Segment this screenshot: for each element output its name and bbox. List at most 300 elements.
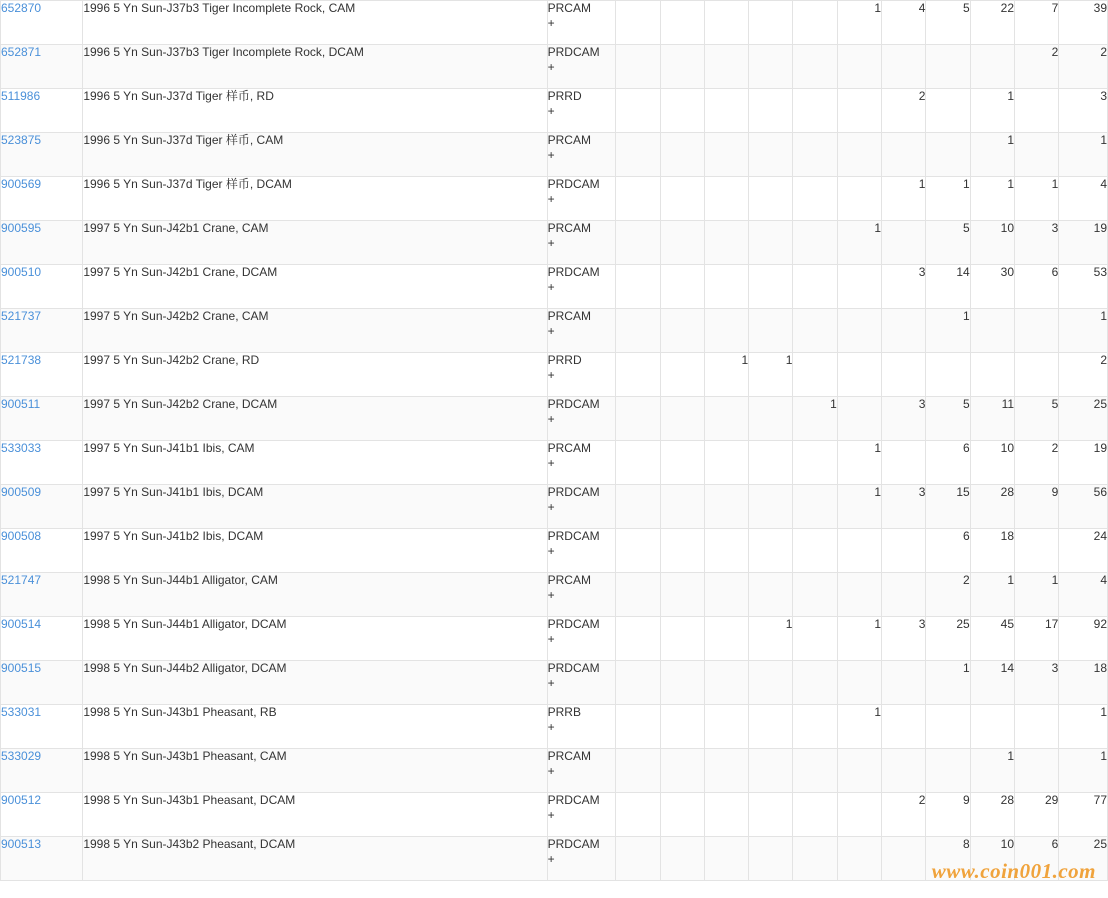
row-total: 1 xyxy=(1059,133,1108,177)
row-count-c1 xyxy=(616,837,660,881)
row-count-c10: 7 xyxy=(1015,1,1059,45)
row-count-c1 xyxy=(616,177,660,221)
row-count-c5 xyxy=(793,837,837,881)
coin-id-link[interactable]: 900512 xyxy=(1,793,42,807)
row-total: 77 xyxy=(1059,793,1108,837)
table-row xyxy=(1,837,1108,881)
row-count-c10: 2 xyxy=(1015,441,1059,485)
grade-label: PRDCAM xyxy=(547,529,600,543)
coin-description: 1998 5 Yn Sun-J44b2 Alligator, DCAM xyxy=(83,661,287,675)
row-count-c9: 45 xyxy=(970,617,1014,661)
row-count-c4 xyxy=(749,529,793,573)
row-count-c6: 1 xyxy=(837,617,881,661)
grade-plus: + xyxy=(547,280,555,294)
row-count-c7 xyxy=(882,705,926,749)
row-count-c6 xyxy=(837,793,881,837)
table-row xyxy=(1,133,1108,177)
coin-id-link[interactable]: 900595 xyxy=(1,221,42,235)
row-count-c3 xyxy=(704,45,748,89)
row-description-cell xyxy=(83,837,547,881)
grade-label: PRCAM xyxy=(547,573,591,587)
row-count-c4 xyxy=(749,177,793,221)
row-total: 53 xyxy=(1059,265,1108,309)
row-description-cell xyxy=(83,221,547,265)
row-count-c4 xyxy=(749,133,793,177)
row-count-c3 xyxy=(704,485,748,529)
row-count-c3 xyxy=(704,89,748,133)
grade-plus: + xyxy=(547,764,555,778)
row-count-c10: 17 xyxy=(1015,617,1059,661)
row-count-c8 xyxy=(926,353,970,397)
row-count-c7 xyxy=(882,353,926,397)
row-count-c6 xyxy=(837,45,881,89)
row-count-c3 xyxy=(704,749,748,793)
row-id-cell[interactable] xyxy=(1,89,83,133)
table-row xyxy=(1,177,1108,221)
coin-description: 1998 5 Yn Sun-J43b1 Pheasant, CAM xyxy=(83,749,287,763)
row-grade-cell xyxy=(547,837,616,881)
row-count-c5 xyxy=(793,309,837,353)
row-count-c3 xyxy=(704,1,748,45)
coin-description: 1997 5 Yn Sun-J41b1 Ibis, CAM xyxy=(83,441,255,455)
row-count-c3 xyxy=(704,705,748,749)
row-count-c9: 1 xyxy=(970,133,1014,177)
row-grade-cell xyxy=(547,45,616,89)
row-count-c2 xyxy=(660,661,704,705)
row-count-c4 xyxy=(749,309,793,353)
row-count-c2 xyxy=(660,573,704,617)
row-count-c4 xyxy=(749,397,793,441)
coin-id-link[interactable]: 533031 xyxy=(1,705,42,719)
row-id-cell[interactable] xyxy=(1,45,83,89)
coin-id-link[interactable]: 652870 xyxy=(1,1,42,15)
table-body xyxy=(1,1,1108,881)
grade-label: PRDCAM xyxy=(547,837,600,851)
row-count-c6 xyxy=(837,749,881,793)
row-grade-cell xyxy=(547,529,616,573)
row-count-c2 xyxy=(660,133,704,177)
coin-id-link[interactable]: 900515 xyxy=(1,661,42,675)
coin-id-link[interactable]: 900509 xyxy=(1,485,42,499)
row-count-c6: 1 xyxy=(837,705,881,749)
row-grade-cell xyxy=(547,221,616,265)
row-id-cell[interactable] xyxy=(1,397,83,441)
row-count-c5 xyxy=(793,133,837,177)
row-count-c5 xyxy=(793,529,837,573)
row-id-cell[interactable] xyxy=(1,353,83,397)
row-count-c2 xyxy=(660,485,704,529)
row-count-c10 xyxy=(1015,705,1059,749)
row-count-c3 xyxy=(704,309,748,353)
row-count-c2 xyxy=(660,441,704,485)
coin-id-link[interactable]: 521737 xyxy=(1,309,42,323)
row-count-c6 xyxy=(837,133,881,177)
row-id-cell[interactable] xyxy=(1,529,83,573)
row-count-c8: 15 xyxy=(926,485,970,529)
row-count-c10: 3 xyxy=(1015,221,1059,265)
row-count-c4: 1 xyxy=(749,353,793,397)
row-count-c10 xyxy=(1015,309,1059,353)
row-count-c2 xyxy=(660,309,704,353)
row-count-c9: 10 xyxy=(970,221,1014,265)
row-description-cell xyxy=(83,529,547,573)
row-count-c6: 1 xyxy=(837,1,881,45)
row-count-c5 xyxy=(793,353,837,397)
row-count-c3 xyxy=(704,573,748,617)
grade-label: PRRD xyxy=(547,353,582,367)
coin-id-link[interactable]: 900569 xyxy=(1,177,42,191)
row-count-c6 xyxy=(837,661,881,705)
grade-label: PRCAM xyxy=(547,221,591,235)
row-count-c10 xyxy=(1015,89,1059,133)
row-total: 56 xyxy=(1059,485,1108,529)
row-total: 1 xyxy=(1059,309,1108,353)
row-count-c8: 5 xyxy=(926,221,970,265)
row-grade-cell xyxy=(547,793,616,837)
row-total: 19 xyxy=(1059,221,1108,265)
coin-id-link[interactable]: 900508 xyxy=(1,529,42,543)
row-count-c8: 5 xyxy=(926,397,970,441)
row-count-c4 xyxy=(749,573,793,617)
row-count-c2 xyxy=(660,397,704,441)
grade-label: PRDCAM xyxy=(547,617,600,631)
row-id-cell[interactable] xyxy=(1,485,83,529)
row-count-c2 xyxy=(660,45,704,89)
row-description-cell xyxy=(83,661,547,705)
coin-description: 1998 5 Yn Sun-J44b1 Alligator, CAM xyxy=(83,573,278,587)
row-count-c7: 2 xyxy=(882,793,926,837)
row-count-c2 xyxy=(660,353,704,397)
row-count-c8: 14 xyxy=(926,265,970,309)
row-count-c9: 1 xyxy=(970,177,1014,221)
coin-id-link[interactable]: 900511 xyxy=(1,397,41,411)
row-total: 4 xyxy=(1059,573,1108,617)
row-total: 39 xyxy=(1059,1,1108,45)
row-count-c4 xyxy=(749,749,793,793)
row-count-c5 xyxy=(793,45,837,89)
row-count-c10: 3 xyxy=(1015,661,1059,705)
row-count-c9: 28 xyxy=(970,793,1014,837)
row-count-c7: 3 xyxy=(882,485,926,529)
grade-label: PRDCAM xyxy=(547,265,600,279)
row-count-c7: 4 xyxy=(882,1,926,45)
row-count-c9: 1 xyxy=(970,749,1014,793)
row-count-c4 xyxy=(749,265,793,309)
coin-description: 1997 5 Yn Sun-J42b1 Crane, DCAM xyxy=(83,265,278,279)
grade-plus: + xyxy=(547,324,555,338)
row-count-c4 xyxy=(749,485,793,529)
row-id-cell[interactable] xyxy=(1,837,83,881)
row-count-c1 xyxy=(616,661,660,705)
row-id-cell[interactable] xyxy=(1,1,83,45)
grade-plus: + xyxy=(547,16,555,30)
row-count-c8: 8 xyxy=(926,837,970,881)
row-id-cell[interactable] xyxy=(1,441,83,485)
grade-plus: + xyxy=(547,720,555,734)
row-count-c1 xyxy=(616,45,660,89)
row-count-c7 xyxy=(882,133,926,177)
row-id-cell[interactable] xyxy=(1,617,83,661)
row-count-c7 xyxy=(882,837,926,881)
row-total: 3 xyxy=(1059,89,1108,133)
row-count-c10: 6 xyxy=(1015,265,1059,309)
row-description-cell xyxy=(83,265,547,309)
row-id-cell[interactable] xyxy=(1,221,83,265)
row-count-c5: 1 xyxy=(793,397,837,441)
table-row xyxy=(1,705,1108,749)
row-count-c8 xyxy=(926,45,970,89)
row-count-c4 xyxy=(749,837,793,881)
row-count-c10 xyxy=(1015,749,1059,793)
row-count-c2 xyxy=(660,265,704,309)
row-count-c2 xyxy=(660,1,704,45)
grade-plus: + xyxy=(547,60,555,74)
row-total: 25 xyxy=(1059,397,1108,441)
coin-description: 1996 5 Yn Sun-J37d Tiger 样币, CAM xyxy=(83,133,284,147)
row-description-cell xyxy=(83,441,547,485)
row-count-c3 xyxy=(704,529,748,573)
row-count-c3: 1 xyxy=(704,353,748,397)
row-count-c8: 1 xyxy=(926,309,970,353)
grade-plus: + xyxy=(547,148,555,162)
row-count-c9: 14 xyxy=(970,661,1014,705)
row-count-c8 xyxy=(926,705,970,749)
coin-description: 1997 5 Yn Sun-J41b1 Ibis, DCAM xyxy=(83,485,264,499)
row-total: 1 xyxy=(1059,749,1108,793)
row-count-c3 xyxy=(704,177,748,221)
row-description-cell xyxy=(83,705,547,749)
row-count-c6 xyxy=(837,177,881,221)
row-count-c6 xyxy=(837,529,881,573)
coin-description: 1998 5 Yn Sun-J43b1 Pheasant, RB xyxy=(83,705,277,719)
row-id-cell[interactable] xyxy=(1,705,83,749)
row-count-c6: 1 xyxy=(837,485,881,529)
row-count-c9: 10 xyxy=(970,837,1014,881)
coin-id-link[interactable]: 533033 xyxy=(1,441,42,455)
row-count-c8: 1 xyxy=(926,661,970,705)
coin-description: 1996 5 Yn Sun-J37d Tiger 样币, DCAM xyxy=(83,177,292,191)
row-id-cell[interactable] xyxy=(1,573,83,617)
grade-plus: + xyxy=(547,104,555,118)
row-total: 18 xyxy=(1059,661,1108,705)
grade-label: PRRD xyxy=(547,89,582,103)
grade-plus: + xyxy=(547,368,555,382)
row-count-c9 xyxy=(970,353,1014,397)
row-count-c7 xyxy=(882,309,926,353)
row-count-c2 xyxy=(660,793,704,837)
row-count-c5 xyxy=(793,221,837,265)
row-grade-cell xyxy=(547,749,616,793)
row-count-c10: 1 xyxy=(1015,573,1059,617)
table-row xyxy=(1,617,1108,661)
row-count-c3 xyxy=(704,617,748,661)
row-count-c8: 6 xyxy=(926,529,970,573)
row-count-c5 xyxy=(793,177,837,221)
table-row xyxy=(1,1,1108,45)
row-count-c9: 28 xyxy=(970,485,1014,529)
row-count-c2 xyxy=(660,177,704,221)
row-count-c5 xyxy=(793,661,837,705)
row-count-c5 xyxy=(793,705,837,749)
row-count-c9 xyxy=(970,45,1014,89)
grade-plus: + xyxy=(547,236,555,250)
row-count-c2 xyxy=(660,705,704,749)
row-count-c5 xyxy=(793,617,837,661)
row-description-cell xyxy=(83,485,547,529)
row-count-c5 xyxy=(793,89,837,133)
coin-id-link[interactable]: 900510 xyxy=(1,265,42,279)
coin-id-link[interactable]: 900513 xyxy=(1,837,42,851)
row-description-cell xyxy=(83,1,547,45)
row-count-c1 xyxy=(616,265,660,309)
row-count-c10 xyxy=(1015,353,1059,397)
coin-description: 1997 5 Yn Sun-J42b2 Crane, RD xyxy=(83,353,260,367)
row-count-c5 xyxy=(793,1,837,45)
table-row xyxy=(1,793,1108,837)
coin-description: 1998 5 Yn Sun-J43b1 Pheasant, DCAM xyxy=(83,793,296,807)
row-grade-cell xyxy=(547,1,616,45)
coin-description: 1996 5 Yn Sun-J37d Tiger 样币, RD xyxy=(83,89,274,103)
row-count-c8: 9 xyxy=(926,793,970,837)
row-count-c10: 29 xyxy=(1015,793,1059,837)
grade-label: PRDCAM xyxy=(547,793,600,807)
grade-label: PRCAM xyxy=(547,1,591,15)
row-total: 2 xyxy=(1059,45,1108,89)
row-count-c7: 2 xyxy=(882,89,926,133)
row-id-cell[interactable] xyxy=(1,793,83,837)
grade-plus: + xyxy=(547,456,555,470)
grade-label: PRDCAM xyxy=(547,485,600,499)
row-count-c9: 30 xyxy=(970,265,1014,309)
row-count-c7 xyxy=(882,529,926,573)
grade-plus: + xyxy=(547,852,555,866)
row-count-c8: 25 xyxy=(926,617,970,661)
row-count-c3 xyxy=(704,265,748,309)
row-count-c2 xyxy=(660,617,704,661)
grade-plus: + xyxy=(547,192,555,206)
row-count-c10: 2 xyxy=(1015,45,1059,89)
row-id-cell[interactable] xyxy=(1,749,83,793)
row-count-c5 xyxy=(793,485,837,529)
row-count-c9: 1 xyxy=(970,89,1014,133)
table-row xyxy=(1,441,1108,485)
coin-id-link[interactable]: 521747 xyxy=(1,573,42,587)
row-count-c10: 6 xyxy=(1015,837,1059,881)
coin-description: 1997 5 Yn Sun-J42b2 Crane, DCAM xyxy=(83,397,278,411)
row-description-cell xyxy=(83,45,547,89)
row-count-c10: 9 xyxy=(1015,485,1059,529)
row-count-c1 xyxy=(616,529,660,573)
row-count-c1 xyxy=(616,617,660,661)
coin-description: 1996 5 Yn Sun-J37b3 Tiger Incomplete Rock, CAM xyxy=(83,1,356,15)
row-count-c4 xyxy=(749,441,793,485)
coin-id-link[interactable]: 900514 xyxy=(1,617,42,631)
row-grade-cell xyxy=(547,265,616,309)
coin-description: 1997 5 Yn Sun-J42b1 Crane, CAM xyxy=(83,221,269,235)
row-grade-cell xyxy=(547,441,616,485)
grade-plus: + xyxy=(547,412,555,426)
table-row xyxy=(1,661,1108,705)
row-count-c5 xyxy=(793,749,837,793)
row-count-c9 xyxy=(970,705,1014,749)
row-id-cell[interactable] xyxy=(1,177,83,221)
table-row xyxy=(1,45,1108,89)
row-grade-cell xyxy=(547,177,616,221)
row-count-c5 xyxy=(793,573,837,617)
grade-label: PRDCAM xyxy=(547,661,600,675)
coin-description: 1996 5 Yn Sun-J37b3 Tiger Incomplete Rock, DCAM xyxy=(83,45,364,59)
row-count-c7 xyxy=(882,45,926,89)
row-count-c1 xyxy=(616,441,660,485)
row-total: 25 xyxy=(1059,837,1108,881)
row-grade-cell xyxy=(547,485,616,529)
row-count-c6 xyxy=(837,309,881,353)
row-count-c3 xyxy=(704,793,748,837)
grade-label: PRRB xyxy=(547,705,581,719)
coin-id-link[interactable]: 521738 xyxy=(1,353,42,367)
row-description-cell xyxy=(83,397,547,441)
row-total: 19 xyxy=(1059,441,1108,485)
row-grade-cell xyxy=(547,573,616,617)
row-count-c6: 1 xyxy=(837,221,881,265)
row-count-c2 xyxy=(660,749,704,793)
row-count-c5 xyxy=(793,265,837,309)
row-grade-cell xyxy=(547,705,616,749)
row-id-cell[interactable] xyxy=(1,133,83,177)
grade-label: PRCAM xyxy=(547,441,591,455)
coin-id-link[interactable]: 523875 xyxy=(1,133,42,147)
row-id-cell[interactable] xyxy=(1,265,83,309)
row-id-cell[interactable] xyxy=(1,661,83,705)
coin-id-link[interactable]: 652871 xyxy=(1,45,42,59)
row-id-cell[interactable] xyxy=(1,309,83,353)
grade-plus: + xyxy=(547,808,555,822)
row-count-c8: 2 xyxy=(926,573,970,617)
row-count-c1 xyxy=(616,749,660,793)
row-count-c7 xyxy=(882,221,926,265)
grade-label: PRCAM xyxy=(547,133,591,147)
table-row xyxy=(1,353,1108,397)
row-count-c4 xyxy=(749,705,793,749)
row-count-c1 xyxy=(616,353,660,397)
row-count-c7: 3 xyxy=(882,617,926,661)
row-count-c8 xyxy=(926,749,970,793)
row-grade-cell xyxy=(547,133,616,177)
row-description-cell xyxy=(83,793,547,837)
grade-plus: + xyxy=(547,500,555,514)
row-count-c10 xyxy=(1015,529,1059,573)
row-count-c6: 1 xyxy=(837,441,881,485)
row-count-c3 xyxy=(704,441,748,485)
grade-plus: + xyxy=(547,676,555,690)
row-total: 2 xyxy=(1059,353,1108,397)
grade-label: PRDCAM xyxy=(547,397,600,411)
coin-id-link[interactable]: 511986 xyxy=(1,89,41,103)
row-total: 4 xyxy=(1059,177,1108,221)
row-count-c1 xyxy=(616,793,660,837)
table-row xyxy=(1,309,1108,353)
row-count-c1 xyxy=(616,397,660,441)
row-count-c7 xyxy=(882,441,926,485)
grade-label: PRCAM xyxy=(547,749,591,763)
row-count-c1 xyxy=(616,573,660,617)
row-description-cell xyxy=(83,177,547,221)
row-count-c3 xyxy=(704,661,748,705)
coin-id-link[interactable]: 533029 xyxy=(1,749,42,763)
row-count-c2 xyxy=(660,89,704,133)
table-row xyxy=(1,397,1108,441)
row-count-c6 xyxy=(837,265,881,309)
